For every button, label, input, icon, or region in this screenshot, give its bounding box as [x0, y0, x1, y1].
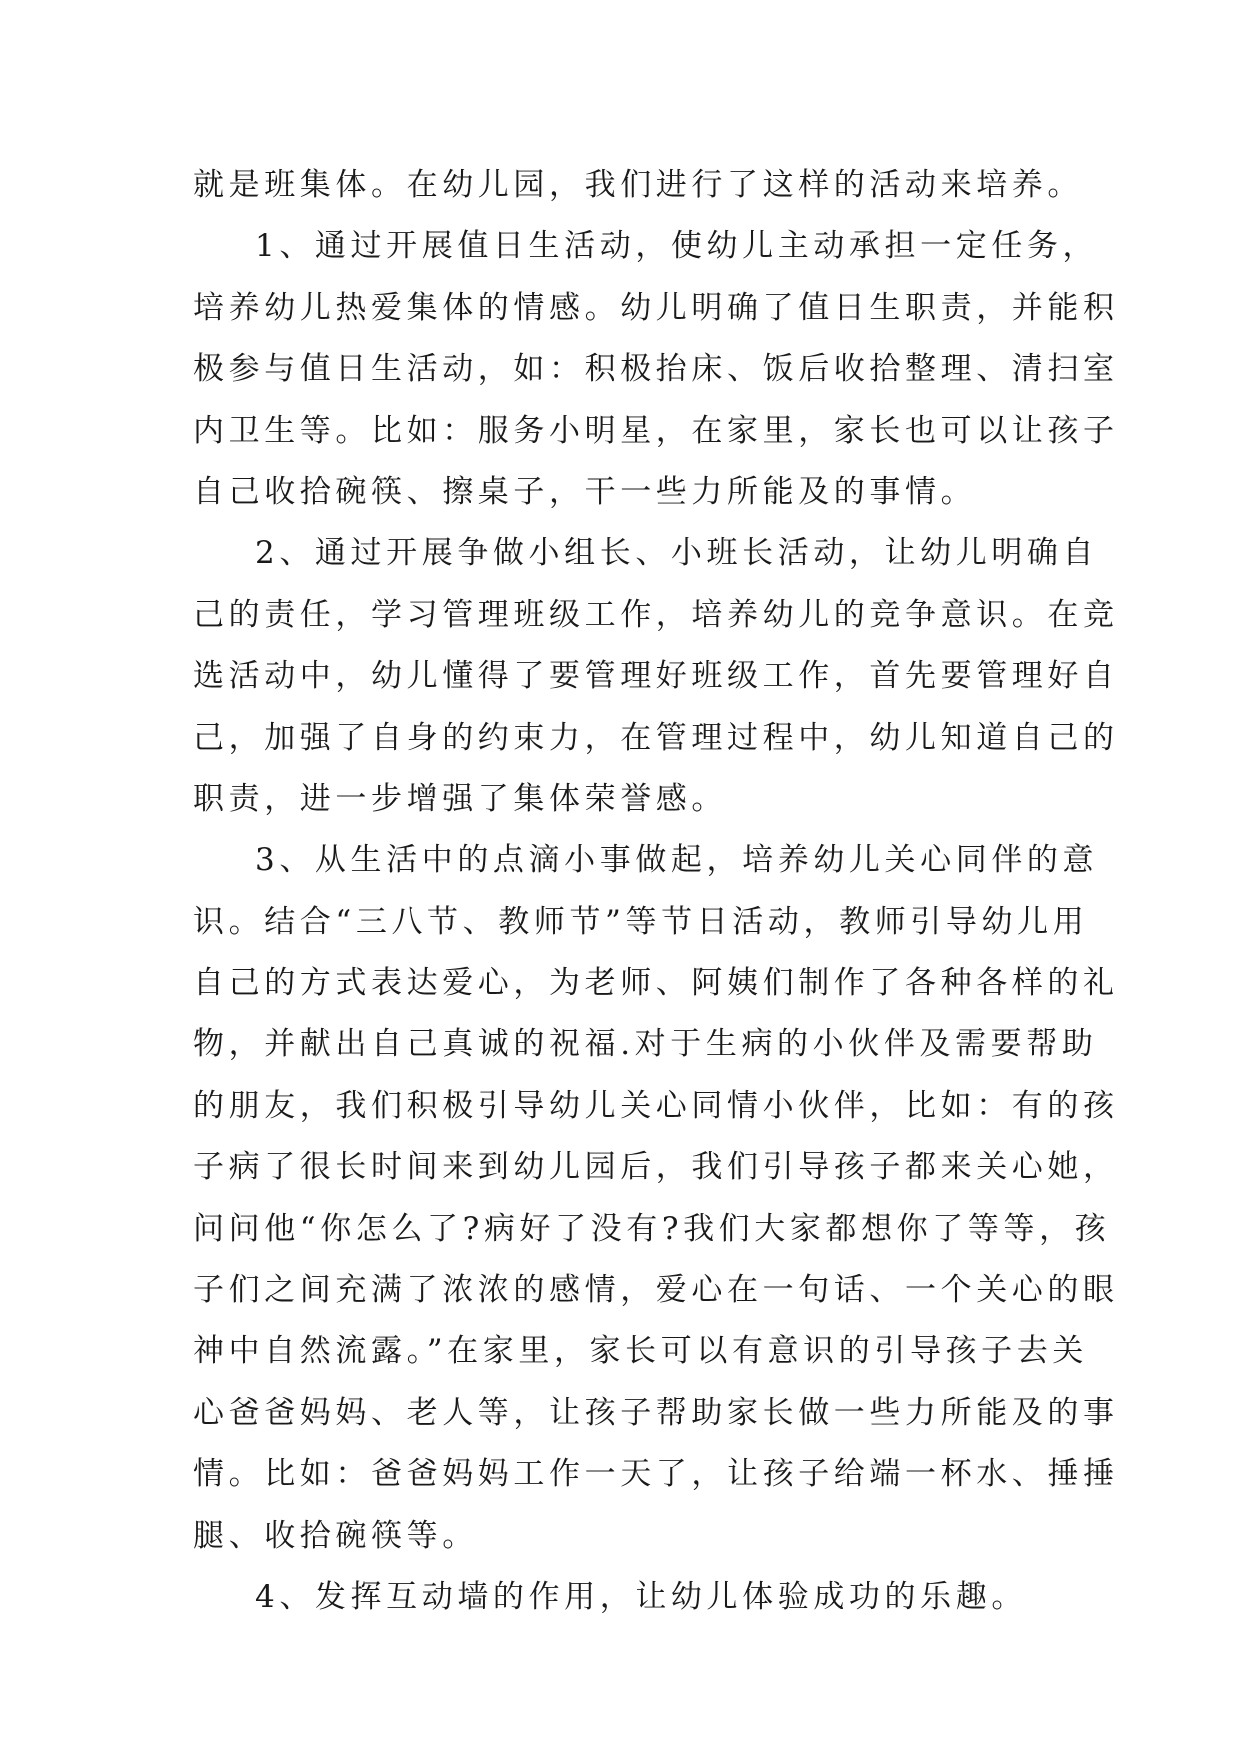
- text-line: 腿、收拾碗筷等。: [193, 1517, 478, 1554]
- text-line: 己的责任，学习管理班级工作，培养幼儿的竞争意识。在竞: [193, 596, 1119, 633]
- text-line: 问问他“你怎么了?病好了没有?我们大家都想你了等等，孩: [193, 1210, 1111, 1247]
- text-line: 培养幼儿热爱集体的情感。幼儿明确了值日生职责，并能积: [193, 289, 1119, 326]
- paragraph-4-start: 4、发挥互动墙的作用，让幼儿体验成功的乐趣。: [255, 1578, 1027, 1615]
- text-line: 自己收拾碗筷、擦桌子，干一些力所能及的事情。: [193, 473, 977, 510]
- text-line: 极参与值日生活动，如：积极抬床、饭后收拾整理、清扫室: [193, 351, 1119, 388]
- body-text: [193, 155, 1119, 1628]
- paragraph-3-start: 3、从生活中的点滴小事做起，培养幼儿关心同伴的意: [255, 842, 1099, 879]
- text-line: 己，加强了自身的约束力，在管理过程中，幼儿知道自己的: [193, 719, 1119, 756]
- text-line: 就是班集体。在幼儿园，我们进行了这样的活动来培养。: [193, 167, 1083, 203]
- text-line: 内卫生等。比如：服务小明星，在家里，家长也可以让孩子: [193, 412, 1119, 449]
- text-line: 情。比如：爸爸妈妈工作一天了，让孩子给端一杯水、捶捶: [193, 1456, 1119, 1493]
- text-line: 物，并献出自己真诚的祝福.对于生病的小伙伴及需要帮助: [193, 1026, 1098, 1063]
- text-line: 子病了很长时间来到幼儿园后，我们引导孩子都来关心她，: [193, 1149, 1119, 1186]
- text-line: 识。结合“三八节、教师节”等节日活动，教师引导幼儿用: [193, 903, 1089, 940]
- text-line: 神中自然流露。”在家里，家长可以有意识的引导孩子去关: [193, 1333, 1088, 1370]
- text-line: 选活动中，幼儿懂得了要管理好班级工作，首先要管理好自: [193, 658, 1119, 695]
- paragraph-2-start: 2、通过开展争做小组长、小班长活动，让幼儿明确自: [255, 535, 1099, 572]
- paragraph-1-start: 1、通过开展值日生活动，使幼儿主动承担一定任务，: [255, 228, 1099, 265]
- text-line: 的朋友，我们积极引导幼儿关心同情小伙伴，比如：有的孩: [193, 1087, 1119, 1124]
- text-line: 心爸爸妈妈、老人等，让孩子帮助家长做一些力所能及的事: [193, 1394, 1119, 1431]
- text-line: 子们之间充满了浓浓的感情，爱心在一句话、一个关心的眼: [193, 1272, 1119, 1309]
- text-line: 职责，进一步增强了集体荣誉感。: [193, 780, 727, 817]
- text-line: 自己的方式表达爱心，为老师、阿姨们制作了各种各样的礼: [193, 965, 1119, 1002]
